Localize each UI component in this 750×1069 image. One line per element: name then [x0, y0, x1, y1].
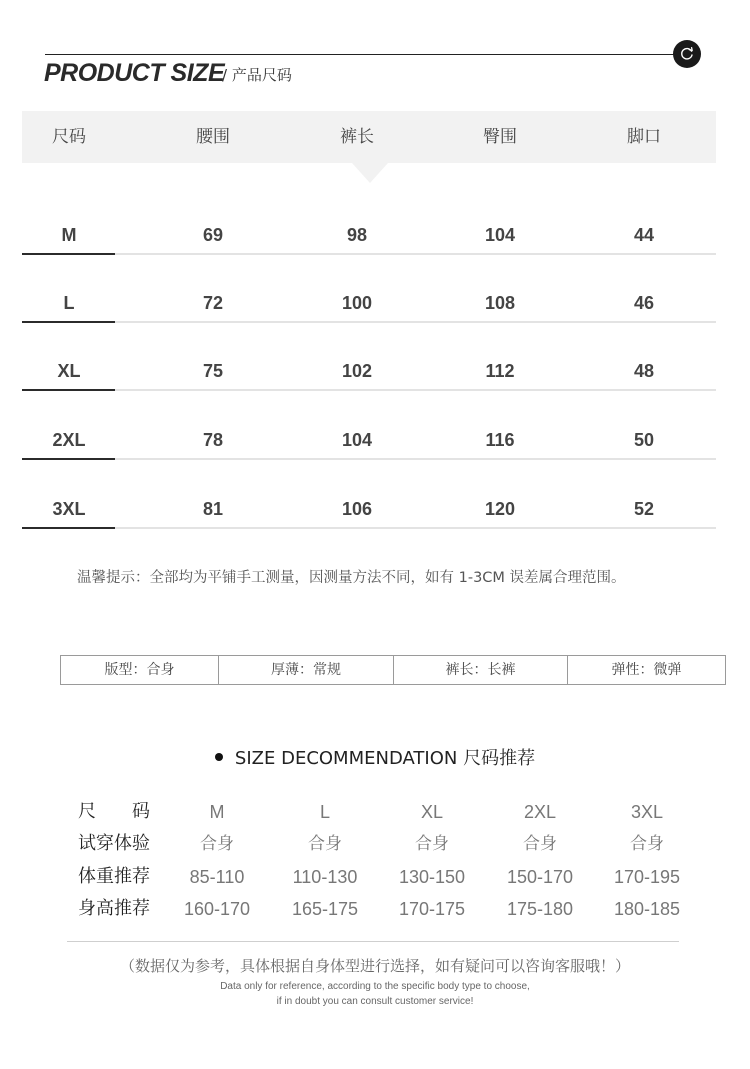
attribute-length: 裤长：长裤	[394, 656, 568, 684]
attribute-fit: 版型：合身	[61, 656, 219, 684]
height-value: 165-175	[291, 899, 359, 919]
table-row	[22, 323, 716, 391]
length-cell: 106	[341, 499, 373, 519]
size-cell: XL	[57, 361, 81, 381]
table-row	[22, 255, 716, 323]
hem-cell: 52	[633, 499, 655, 519]
size-value: XL	[420, 802, 444, 822]
column-header-hip: 臀围	[483, 127, 517, 147]
fit-value: 合身	[523, 834, 557, 854]
table-row	[22, 461, 716, 529]
row-divider	[115, 527, 716, 529]
weight-value: 110-130	[292, 867, 358, 887]
hip-cell: 108	[484, 293, 516, 313]
waist-cell: 72	[202, 293, 224, 313]
size-underline	[22, 458, 115, 460]
measurement-tip: 温馨提示：全部均为平铺手工测量，因测量方法不同，如有 1-3CM 误差属合理范围。	[77, 570, 626, 586]
column-header-hem: 脚口	[627, 127, 661, 147]
hem-cell: 44	[633, 225, 655, 245]
attribute-elasticity: 弹性：微弹	[611, 662, 682, 678]
length-cell: 102	[341, 361, 373, 381]
size-table-header	[22, 111, 716, 163]
size-value: 3XL	[630, 802, 664, 822]
waist-cell: 81	[202, 499, 224, 519]
hip-cell: 104	[484, 225, 516, 245]
row-divider	[115, 389, 716, 391]
bullet-icon	[215, 753, 223, 761]
height-value: 170-175	[398, 899, 466, 919]
product-attributes	[60, 655, 726, 685]
size-value: 2XL	[523, 802, 557, 822]
size-cell: 3XL	[52, 499, 86, 519]
table-row	[22, 392, 716, 460]
weight-value: 130-150	[398, 867, 466, 887]
hip-cell: 120	[484, 499, 516, 519]
size-cell: L	[63, 293, 75, 313]
weight-value: 150-170	[506, 867, 574, 887]
fit-value: 合身	[308, 834, 342, 854]
size-value: M	[209, 802, 225, 822]
page-title: PRODUCT SIZE	[44, 59, 225, 87]
hem-cell: 46	[633, 293, 655, 313]
size-cell: M	[61, 225, 77, 245]
height-value: 180-185	[613, 899, 681, 919]
attribute-thickness: 厚薄：常规	[219, 656, 394, 684]
header-pointer	[352, 163, 388, 183]
refresh-icon	[673, 40, 701, 68]
hem-cell: 50	[633, 430, 655, 450]
recommendation-row-size	[0, 797, 750, 827]
length-cell: 98	[346, 225, 368, 245]
recommendation-row-weight	[0, 862, 750, 892]
length-cell: 100	[341, 293, 373, 313]
height-value: 175-180	[506, 899, 574, 919]
row-divider	[115, 458, 716, 460]
row-label: 试穿体验	[78, 833, 150, 854]
waist-cell: 75	[202, 361, 224, 381]
length-cell: 104	[341, 430, 373, 450]
divider	[67, 941, 679, 942]
size-value: L	[319, 802, 330, 822]
size-cell: 2XL	[52, 430, 86, 450]
reference-note-en-line2: if in doubt you can consult customer service!	[276, 996, 474, 1007]
table-row	[22, 187, 716, 255]
recommendation-title-text: SIZE DECOMMENDATION 尺码推荐	[234, 748, 536, 769]
column-header-length: 裤长	[340, 127, 374, 147]
fit-value: 合身	[200, 834, 234, 854]
recommendation-row-height	[0, 894, 750, 924]
recommendation-row-fit	[0, 829, 750, 859]
waist-cell: 78	[202, 430, 224, 450]
recommendation-title	[0, 744, 750, 770]
height-value: 160-170	[183, 899, 251, 919]
fit-value: 合身	[415, 834, 449, 854]
waist-cell: 69	[202, 225, 224, 245]
page-subtitle: / 产品尺码	[222, 66, 292, 84]
column-header-waist: 腰围	[196, 127, 230, 147]
reference-note-en-line1: Data only for reference, according to the specific body type to choose,	[220, 981, 530, 992]
fit-value: 合身	[630, 834, 664, 854]
row-label: 尺 码	[78, 801, 150, 822]
hip-cell: 112	[485, 361, 515, 381]
row-label: 体重推荐	[78, 866, 150, 887]
reference-note-cn: （数据仅为参考，具体根据自身体型进行选择，如有疑问可以咨询客服哦！）	[119, 957, 630, 975]
hem-cell: 48	[633, 361, 655, 381]
row-label: 身高推荐	[78, 898, 150, 919]
weight-value: 170-195	[613, 867, 681, 887]
size-underline	[22, 527, 115, 529]
hip-cell: 116	[485, 430, 515, 450]
header-rule	[45, 54, 675, 55]
size-underline	[22, 389, 115, 391]
column-header-size: 尺码	[52, 127, 86, 147]
weight-value: 85-110	[189, 867, 245, 887]
